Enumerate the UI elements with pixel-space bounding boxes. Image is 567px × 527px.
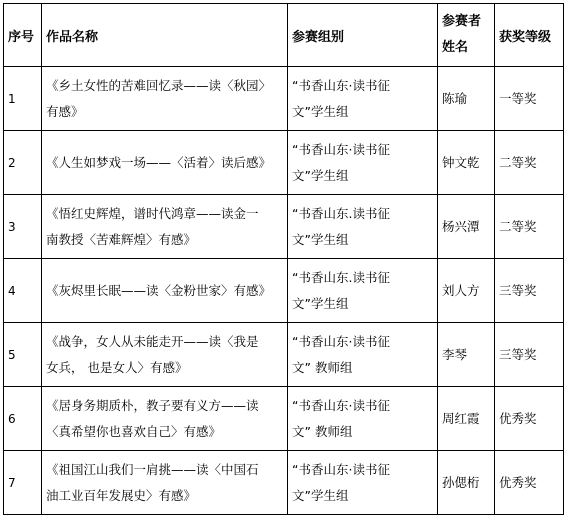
cell-title-line1: 《战争，女人从未能走开——读〈我是 xyxy=(46,333,259,349)
cell-name: 陈瑜 xyxy=(438,67,495,131)
cell-award: 三等奖 xyxy=(495,323,564,387)
cell-title-line2: 有感》 xyxy=(46,103,84,119)
cell-title xyxy=(42,323,288,387)
cell-number: 3 xyxy=(4,195,42,259)
cell-group-line2: 文”学生组 xyxy=(292,103,349,119)
table-row xyxy=(4,387,564,451)
cell-group xyxy=(288,259,438,323)
cell-award: 二等奖 xyxy=(495,131,564,195)
cell-title-line2: 〈真希望你也喜欢自己〉有感》 xyxy=(46,423,222,439)
cell-group xyxy=(288,195,438,259)
cell-group-line1: “书香山东.读书征 xyxy=(292,205,390,221)
cell-award: 一等奖 xyxy=(495,67,564,131)
cell-number: 6 xyxy=(4,387,42,451)
cell-title-line2: 油工业百年发展史〉有感》 xyxy=(46,487,197,503)
cell-name: 杨兴潭 xyxy=(438,195,495,259)
cell-group-line2: 文” 教师组 xyxy=(292,423,353,439)
header-title: 作品名称 xyxy=(42,4,288,67)
cell-title xyxy=(42,451,288,515)
cell-group-line1: “书香山东·读书征 xyxy=(292,333,390,349)
cell-title-line1: 《悟红史辉煌，谱时代鸿章——读金一 xyxy=(46,205,259,221)
cell-name: 刘人方 xyxy=(438,259,495,323)
table-row xyxy=(4,131,564,195)
cell-number: 2 xyxy=(4,131,42,195)
cell-group-line1: “书香山东·读书征 xyxy=(292,77,390,93)
cell-name: 李琴 xyxy=(438,323,495,387)
header-participant-name xyxy=(438,4,495,67)
cell-title xyxy=(42,67,288,131)
table-row xyxy=(4,451,564,515)
cell-title-line2: 南教授〈苦难辉煌〉有感》 xyxy=(46,231,197,247)
cell-group-line1: “书香山东·读书征 xyxy=(292,397,390,413)
cell-number: 4 xyxy=(4,259,42,323)
cell-group xyxy=(288,387,438,451)
cell-number: 7 xyxy=(4,451,42,515)
cell-title-line1: 《祖国江山我们一肩挑——读〈中国石 xyxy=(46,461,259,477)
cell-group xyxy=(288,67,438,131)
cell-title-line1: 《人生如梦戏一场——〈活着〉读后感》 xyxy=(46,154,272,170)
header-name-line2: 姓名 xyxy=(442,40,469,55)
header-award: 获奖等级 xyxy=(495,4,564,67)
cell-title-line1: 《居身务期质朴，教子要有义方——读 xyxy=(46,397,259,413)
table-row xyxy=(4,67,564,131)
cell-group xyxy=(288,131,438,195)
cell-group-line2: 文” 教师组 xyxy=(292,359,353,375)
cell-title-line2: 女兵， 也是女人〉有感》 xyxy=(46,359,188,375)
cell-title xyxy=(42,387,288,451)
cell-title xyxy=(42,259,288,323)
cell-award: 优秀奖 xyxy=(495,387,564,451)
cell-name: 孙偲桁 xyxy=(438,451,495,515)
table-row xyxy=(4,323,564,387)
cell-title xyxy=(42,195,288,259)
header-number: 序号 xyxy=(4,4,42,67)
header-row xyxy=(4,4,564,67)
cell-title-line1: 《乡土女性的苦难回忆录——读〈秋园〉 xyxy=(46,77,272,93)
cell-name: 周红霞 xyxy=(438,387,495,451)
cell-name: 钟文乾 xyxy=(438,131,495,195)
cell-group-line1: “书香山东·读书征 xyxy=(292,141,390,157)
cell-award: 二等奖 xyxy=(495,195,564,259)
cell-group-line2: 文”学生组 xyxy=(292,487,349,503)
header-group: 参赛组别 xyxy=(288,4,438,67)
table-row xyxy=(4,195,564,259)
table-row xyxy=(4,259,564,323)
cell-group-line2: 文”学生组 xyxy=(292,231,349,247)
cell-award: 三等奖 xyxy=(495,259,564,323)
cell-group xyxy=(288,323,438,387)
cell-award: 优秀奖 xyxy=(495,451,564,515)
cell-group-line2: 文”学生组 xyxy=(292,167,349,183)
cell-title xyxy=(42,131,288,195)
header-name-line1: 参赛者 xyxy=(442,14,482,29)
cell-group-line1: “书香山东.读书征 xyxy=(292,269,390,285)
cell-group xyxy=(288,451,438,515)
award-table xyxy=(3,3,564,515)
cell-number: 5 xyxy=(4,323,42,387)
cell-group-line1: “书香山东·读书征 xyxy=(292,461,390,477)
cell-number: 1 xyxy=(4,67,42,131)
cell-group-line2: 文”学生组 xyxy=(292,295,349,311)
cell-title-line1: 《灰烬里长眠——读〈金粉世家〉有感》 xyxy=(46,282,272,298)
